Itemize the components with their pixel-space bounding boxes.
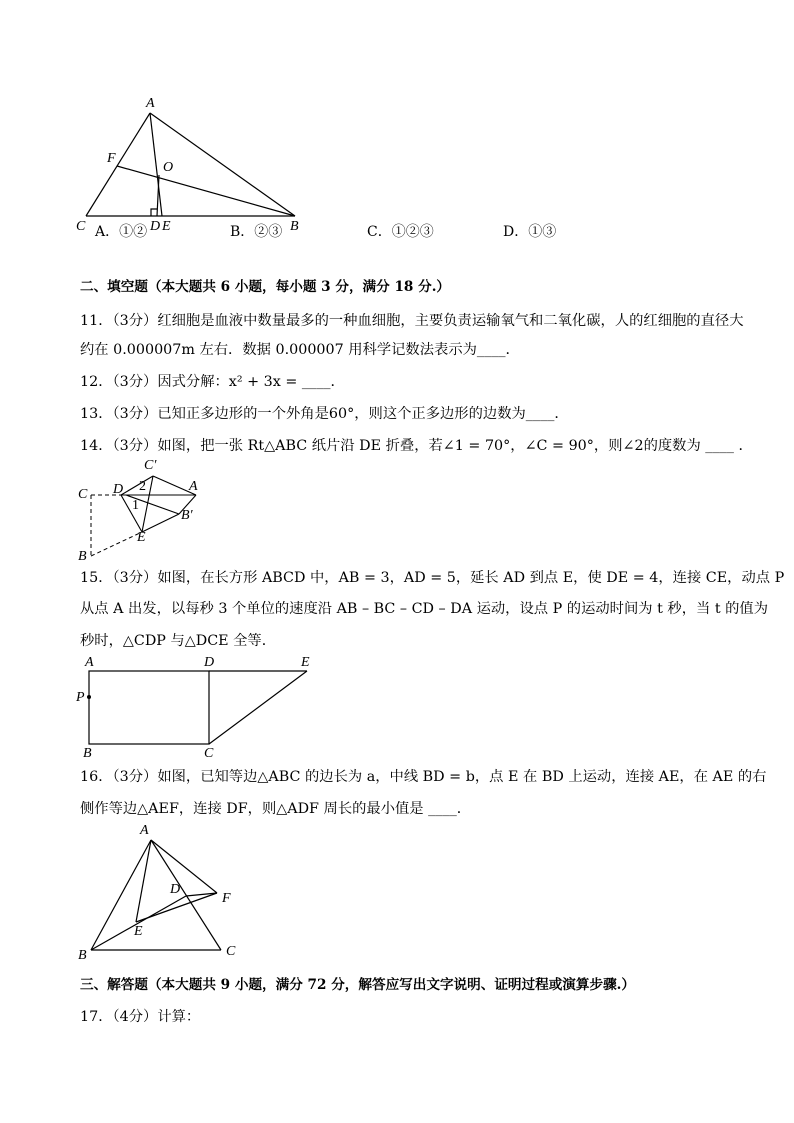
option-d: D．①③ (503, 224, 557, 240)
fig14-label-c: C (78, 487, 88, 502)
section2-heading: 二、填空题（本大题共 6 小题，每小题 3 分，满分 18 分.） (80, 279, 451, 295)
option-b: B．②③ (230, 224, 283, 240)
fig1-label-b: B (290, 219, 299, 234)
option-c: C．①②③ (367, 224, 434, 240)
fig1-label-o: O (163, 160, 174, 175)
q12-text: 12．（3分）因式分解：x² + 3x = ____． (80, 374, 345, 390)
fig15-label-b: B (83, 746, 92, 761)
q11-line1: 11．（3分）红细胞是血液中数量最多的一种血细胞，主要负责运输氧气和二氧化碳，人的红细胞的直径大 (80, 313, 744, 329)
q16-line1: 16．（3分）如图，已知等边△ABC 的边长为 a，中线 BD = b，点 E 在 BD 上运动，连接 AE，在 AE 的右 (80, 769, 767, 785)
fig14-label-1: 1 (132, 498, 139, 513)
fig14-label-d: D (113, 482, 124, 497)
section3-heading: 三、解答题（本大题共 9 小题，满分 72 分，解答应写出文字说明、证明过程或演算步骤.） (80, 977, 636, 993)
fig15-label-d: D (204, 655, 215, 670)
fig1-label-a: A (146, 96, 155, 111)
q13-text: 13．（3分）已知正多边形的一个外角是60°，则这个正多边形的边数为____． (80, 406, 569, 422)
fig1-label-c: C (76, 219, 86, 234)
fig16-label-b: B (78, 948, 87, 963)
fig16-label-e: E (134, 924, 143, 939)
fig16-label-d: D (170, 882, 181, 897)
q11-line2: 约在 0.000007m 左右．数据 0.000007 用科学记数法表示为____． (80, 342, 520, 358)
fig14-label-2: 2 (139, 479, 146, 494)
fig14-label-e: E (137, 530, 146, 545)
fig16-label-c: C (226, 944, 236, 959)
fig15-label-c: C (204, 746, 214, 761)
option-a: A．①② (95, 224, 148, 240)
fig1-label-f: F (107, 151, 116, 166)
q17-text: 17．（4分）计算： (80, 1009, 201, 1025)
q15-line3: 秒时，△CDP 与△DCE 全等． (80, 633, 277, 649)
fig14-label-c-prime: C′ (144, 458, 157, 473)
fig14-label-b: B (78, 549, 87, 564)
fig14-label-b-prime: B′ (181, 508, 193, 523)
fig15-label-e: E (301, 655, 310, 670)
q15-line1: 15．（3分）如图，在长方形 ABCD 中，AB = 3，AD = 5，延长 AD 到点 E，使 DE = 4，连接 CE，动点 P (80, 570, 785, 586)
fig15-label-p: P (76, 690, 85, 705)
q15-line2: 从点 A 出发，以每秒 3 个单位的速度沿 AB – BC – CD – DA 运动，设点 P 的运动时间为 t 秒，当 t 的值为 (80, 601, 769, 617)
fig15-label-a: A (85, 655, 94, 670)
fig1-label-d: D (150, 219, 161, 234)
fig16-label-a: A (140, 823, 149, 838)
fig1-label-e: E (162, 219, 171, 234)
fig16-label-f: F (222, 891, 231, 906)
fig14-label-a: A (189, 479, 198, 494)
q16-line2: 侧作等边△AEF，连接 DF，则△ADF 周长的最小值是 ____． (80, 801, 472, 817)
q14-text: 14．（3分）如图，把一张 Rt△ABC 纸片沿 DE 折叠，若∠1 = 70°，∠C = 90°，则∠2的度数为 ____ ． (80, 438, 753, 454)
